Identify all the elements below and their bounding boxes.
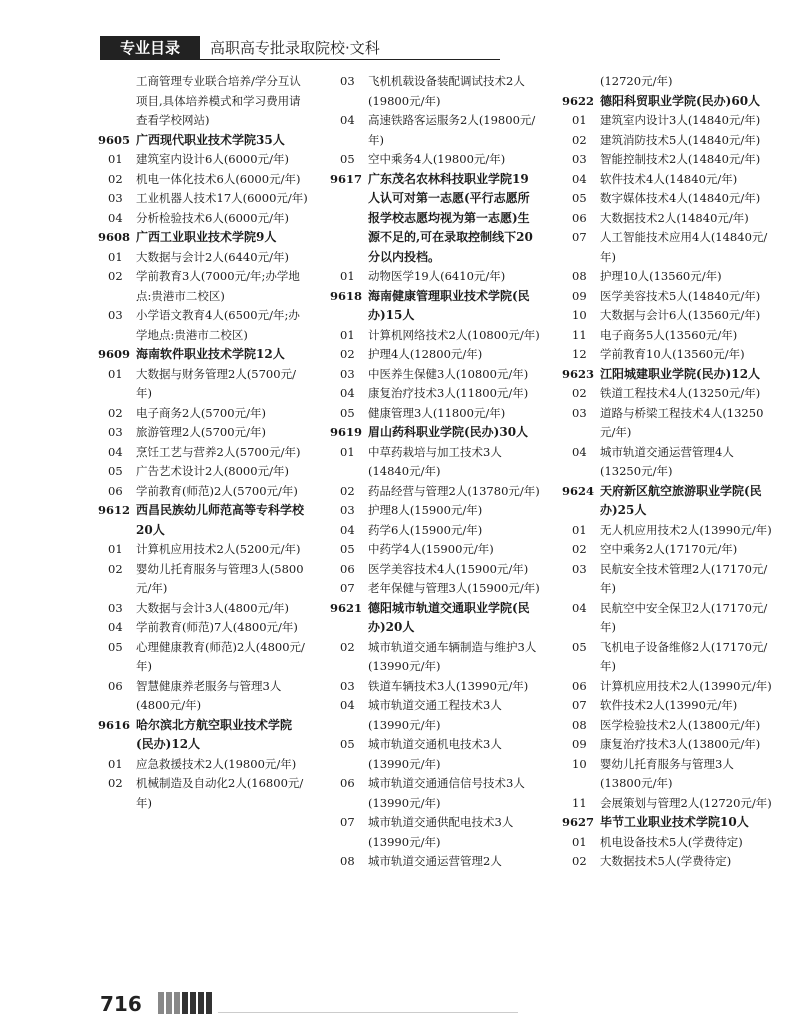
major-name: 小学语文教育4人(6500元/年;办学地点:贵港市二校区) — [136, 308, 300, 342]
page-header — [100, 36, 790, 60]
major-entry — [98, 618, 308, 638]
major-name: 中医养生保健3人(10800元/年) — [368, 366, 529, 381]
major-name: 康复治疗技术3人(13800元/年) — [600, 737, 761, 751]
major-name: 学前教育(师范)2人(5700元/年) — [136, 483, 298, 498]
major-name: 民航安全技术管理2人(17170元/年) — [600, 561, 768, 595]
major-name: 烹饪工艺与营养2人(5700元/年) — [136, 444, 301, 459]
major-entry — [562, 560, 772, 599]
major-name: 分析检验技术6人(6000元/年) — [136, 210, 289, 225]
major-entry — [98, 306, 308, 345]
major-name: 铁道车辆技术3人(13990元/年) — [368, 678, 529, 693]
school-code: 9618 — [330, 288, 363, 303]
major-entry — [330, 267, 540, 287]
major-code: 03 — [340, 366, 355, 381]
major-entry — [98, 755, 308, 775]
major-entry — [330, 735, 540, 774]
major-code: 08 — [572, 269, 587, 283]
note-text — [562, 72, 772, 92]
major-code: 03 — [572, 561, 587, 576]
major-entry — [562, 404, 772, 443]
major-entry — [562, 150, 772, 170]
major-name: 电子商务5人(13560元/年) — [600, 327, 738, 342]
major-entry — [330, 501, 540, 521]
major-code: 02 — [108, 171, 123, 186]
major-code: 07 — [340, 815, 355, 829]
major-entry — [98, 560, 308, 599]
major-code: 06 — [108, 483, 123, 498]
major-code: 04 — [340, 386, 355, 400]
major-name: 智能控制技术2人(14840元/年) — [600, 152, 761, 166]
major-code: 03 — [340, 678, 355, 693]
school-name: 海南健康管理职业技术学院(民办)15人 — [368, 288, 530, 322]
major-entry — [98, 599, 308, 619]
major-entry — [98, 189, 308, 209]
header-rule — [200, 59, 500, 60]
major-code: 04 — [108, 444, 123, 459]
major-entry — [330, 774, 540, 813]
school-code: 9605 — [98, 132, 131, 147]
major-name: 护理8人(15900元/年) — [368, 503, 483, 517]
major-name: 会展策划与管理2人(12720元/年) — [600, 795, 772, 810]
major-code: 03 — [572, 405, 587, 420]
major-entry — [98, 170, 308, 190]
major-entry — [330, 345, 540, 365]
major-entry — [562, 111, 772, 131]
major-name: 城市轨道交通车辆制造与维护3人(13990元/年) — [368, 639, 537, 673]
major-code: 01 — [572, 834, 587, 849]
major-code: 02 — [340, 347, 355, 361]
major-name: 中药学4人(15900元/年) — [368, 542, 494, 556]
major-code: 02 — [108, 776, 123, 790]
major-code: 04 — [340, 522, 355, 537]
footer-bars-decoration — [158, 992, 218, 1014]
major-entry — [98, 482, 308, 502]
major-name: 大数据与会计2人(6440元/年) — [136, 249, 289, 264]
major-name: 健康管理3人(11800元/年) — [368, 405, 506, 420]
major-code: 05 — [572, 639, 587, 654]
major-entry — [562, 599, 772, 638]
major-code: 02 — [340, 483, 355, 498]
major-name: 工业机器人技术17人(6000元/年) — [136, 191, 308, 205]
major-code: 06 — [572, 678, 587, 693]
major-name: 老年保健与管理3人(15900元/年) — [368, 581, 540, 595]
major-code: 07 — [572, 230, 587, 244]
note-text — [98, 72, 308, 131]
major-entry — [330, 365, 540, 385]
major-entry — [330, 540, 540, 560]
major-code: 05 — [572, 191, 587, 205]
footer-rule — [218, 1012, 518, 1013]
school-name: 德阳城市轨道交通职业学院(民办)20人 — [368, 600, 530, 634]
major-entry — [330, 404, 540, 424]
major-entry — [98, 267, 308, 306]
school-code: 9621 — [330, 600, 363, 615]
school-entry — [98, 345, 308, 365]
major-entry — [330, 579, 540, 599]
major-code: 09 — [572, 288, 587, 303]
major-entry — [330, 521, 540, 541]
school-entry — [562, 482, 772, 521]
major-name: 大数据技术5人(学费待定) — [600, 854, 732, 868]
school-name: 广西工业职业技术学院9人 — [136, 230, 277, 244]
school-code: 9622 — [562, 93, 595, 108]
major-name: 城市轨道交通机电技术3人(13990元/年) — [368, 737, 502, 771]
major-name: 广告艺术设计2人(8000元/年) — [136, 464, 289, 478]
major-entry — [562, 189, 772, 209]
major-name: 城市轨道交通通信信号技术3人(13990元/年) — [368, 776, 525, 810]
major-name: 康复治疗技术3人(11800元/年) — [368, 386, 529, 400]
major-entry — [562, 696, 772, 716]
school-entry — [330, 423, 540, 443]
major-entry — [98, 404, 308, 424]
column-right — [562, 72, 772, 872]
school-entry — [98, 716, 308, 755]
major-code: 07 — [340, 581, 355, 595]
major-name: 数字媒体技术4人(14840元/年) — [600, 191, 761, 205]
major-entry — [330, 72, 540, 111]
school-name: 广东茂名农林科技职业学院19人认可对第一志愿(平行志愿所报学校志愿均视为第一志愿)生源不足的,可在录取控制线下20分以内投档。 — [368, 171, 533, 264]
major-name: 学前教育(师范)7人(4800元/年) — [136, 620, 298, 634]
school-name: 海南软件职业技术学院12人 — [136, 347, 285, 361]
major-name: 动物医学19人(6410元/年) — [368, 269, 506, 283]
major-name: 智慧健康养老服务与管理3人(4800元/年) — [136, 678, 282, 712]
major-entry — [562, 540, 772, 560]
major-entry — [330, 326, 540, 346]
major-name: 大数据技术2人(14840元/年) — [600, 210, 749, 225]
major-name: 建筑室内设计6人(6000元/年) — [136, 152, 289, 166]
school-code: 9609 — [98, 347, 131, 361]
major-entry — [330, 443, 540, 482]
major-entry — [330, 384, 540, 404]
major-entry — [562, 170, 772, 190]
major-name: 护理4人(12800元/年) — [368, 347, 483, 361]
major-name: 高速铁路客运服务2人(19800元/年) — [368, 113, 536, 147]
major-code: 05 — [340, 152, 355, 166]
major-entry — [330, 696, 540, 735]
major-entry — [330, 677, 540, 697]
major-entry — [562, 735, 772, 755]
major-code: 04 — [108, 210, 123, 225]
major-entry — [330, 638, 540, 677]
major-name: 空中乘务4人(19800元/年) — [368, 152, 506, 166]
major-code: 09 — [572, 737, 587, 751]
major-code: 01 — [340, 327, 355, 342]
major-entry — [562, 521, 772, 541]
school-entry — [562, 92, 772, 112]
major-name: 医学检验技术2人(13800元/年) — [600, 717, 761, 732]
major-code: 04 — [108, 620, 123, 634]
major-code: 04 — [340, 113, 355, 127]
major-entry — [562, 833, 772, 853]
school-entry — [330, 170, 540, 268]
major-code: 08 — [340, 854, 355, 868]
note-content: 工商管理专业联合培养/学分互认项目,具体培养模式和学习费用请查看学校网站) — [136, 74, 301, 127]
major-name: 城市轨道交通运营管理4人(13250元/年) — [600, 444, 734, 478]
note-content: (12720元/年) — [600, 74, 673, 88]
major-name: 计算机应用技术2人(13990元/年) — [600, 678, 772, 693]
major-code: 06 — [340, 776, 355, 790]
major-name: 大数据与财务管理2人(5700元/年) — [136, 366, 296, 400]
school-entry — [98, 131, 308, 151]
major-code: 08 — [572, 717, 587, 732]
major-name: 药学6人(15900元/年) — [368, 522, 483, 537]
school-code: 9627 — [562, 815, 595, 829]
major-entry — [562, 209, 772, 229]
major-entry — [330, 852, 540, 872]
school-entry — [330, 599, 540, 638]
school-code: 9619 — [330, 425, 363, 439]
major-name: 婴幼儿托育服务与管理3人(5800元/年) — [136, 561, 304, 595]
major-entry — [98, 638, 308, 677]
school-name: 毕节工业职业技术学院10人 — [600, 815, 749, 829]
major-name: 铁道工程技术4人(13250元/年) — [600, 386, 761, 400]
major-code: 03 — [572, 152, 587, 166]
major-code: 03 — [108, 600, 123, 615]
major-entry — [98, 462, 308, 482]
major-code: 10 — [572, 308, 587, 322]
major-name: 计算机应用技术2人(5200元/年) — [136, 542, 301, 556]
major-name: 城市轨道交通工程技术3人(13990元/年) — [368, 698, 502, 732]
major-entry — [98, 365, 308, 404]
major-name: 药品经营与管理2人(13780元/年) — [368, 483, 540, 498]
school-code: 9608 — [98, 230, 131, 244]
school-name: 哈尔滨北方航空职业技术学院(民办)12人 — [136, 717, 293, 751]
major-entry — [330, 813, 540, 852]
school-entry — [98, 501, 308, 540]
major-entry — [562, 794, 772, 814]
column-left — [98, 72, 308, 813]
major-name: 软件技术2人(13990元/年) — [600, 698, 738, 712]
major-code: 06 — [340, 561, 355, 576]
major-code: 02 — [108, 405, 123, 420]
school-name: 天府新区航空旅游职业学院(民办)25人 — [600, 483, 762, 517]
major-name: 应急救援技术2人(19800元/年) — [136, 756, 297, 771]
major-name: 学前教育10人(13560元/年) — [600, 347, 745, 361]
section-title: 高职高专批录取院校·文科 — [210, 39, 380, 57]
section-tag: 专业目录 — [100, 36, 200, 60]
major-code: 02 — [340, 639, 355, 654]
major-name: 空中乘务2人(17170元/年) — [600, 542, 738, 556]
major-code: 05 — [108, 639, 123, 654]
major-name: 城市轨道交通供配电技术3人(13990元/年) — [368, 815, 514, 849]
major-entry — [562, 267, 772, 287]
major-code: 01 — [108, 542, 123, 556]
major-code: 06 — [108, 678, 123, 693]
column-middle — [330, 72, 540, 872]
major-code: 06 — [572, 210, 587, 225]
major-entry — [562, 755, 772, 794]
major-entry — [562, 443, 772, 482]
major-name: 大数据与会计6人(13560元/年) — [600, 308, 761, 322]
major-code: 01 — [108, 756, 123, 771]
major-code: 01 — [340, 444, 355, 459]
major-name: 心理健康教育(师范)2人(4800元/年) — [136, 639, 305, 673]
major-code: 04 — [340, 698, 355, 712]
major-code: 07 — [572, 698, 587, 712]
major-code: 11 — [572, 795, 587, 810]
major-entry — [562, 287, 772, 307]
major-name: 电子商务2人(5700元/年) — [136, 405, 266, 420]
school-entry — [330, 287, 540, 326]
major-entry — [330, 560, 540, 580]
major-code: 02 — [572, 542, 587, 556]
major-code: 02 — [108, 561, 123, 576]
major-code: 12 — [572, 347, 587, 361]
major-code: 04 — [572, 444, 587, 459]
major-code: 01 — [572, 522, 587, 537]
major-entry — [98, 150, 308, 170]
school-name: 江阳城建职业学院(民办)12人 — [600, 366, 761, 381]
school-entry — [98, 228, 308, 248]
major-entry — [98, 423, 308, 443]
major-code: 03 — [340, 74, 355, 88]
major-code: 01 — [340, 269, 355, 283]
major-entry — [330, 111, 540, 150]
major-code: 05 — [108, 464, 123, 478]
major-code: 03 — [108, 191, 123, 205]
school-code: 9623 — [562, 366, 595, 381]
major-entry — [562, 306, 772, 326]
major-entry — [98, 248, 308, 268]
school-name: 西昌民族幼儿师范高等专科学校20人 — [136, 503, 305, 537]
major-entry — [330, 150, 540, 170]
school-code: 9612 — [98, 503, 131, 517]
major-name: 护理10人(13560元/年) — [600, 269, 722, 283]
major-name: 飞机机载设备装配调试技术2人(19800元/年) — [368, 74, 525, 108]
major-code: 03 — [108, 425, 123, 439]
major-entry — [562, 228, 772, 267]
major-code: 05 — [340, 405, 355, 420]
major-code: 02 — [572, 854, 587, 868]
major-name: 计算机网络技术2人(10800元/年) — [368, 327, 540, 342]
major-name: 道路与桥梁工程技术4人(13250元/年) — [600, 405, 764, 439]
major-entry — [98, 540, 308, 560]
major-code: 04 — [572, 171, 587, 186]
major-entry — [562, 852, 772, 872]
major-name: 机电一体化技术6人(6000元/年) — [136, 171, 301, 186]
major-name: 中草药栽培与加工技术3人(14840元/年) — [368, 444, 502, 478]
major-code: 01 — [572, 113, 587, 127]
school-entry — [562, 813, 772, 833]
school-code: 9617 — [330, 171, 363, 186]
major-name: 人工智能技术应用4人(14840元/年) — [600, 230, 768, 264]
major-code: 01 — [108, 152, 123, 166]
major-code: 01 — [108, 249, 123, 264]
major-code: 05 — [340, 542, 355, 556]
major-name: 学前教育3人(7000元/年;办学地点:贵港市二校区) — [136, 269, 300, 303]
major-entry — [98, 774, 308, 813]
major-code: 10 — [572, 756, 587, 771]
major-code: 02 — [572, 386, 587, 400]
major-name: 无人机应用技术2人(13990元/年) — [600, 522, 772, 537]
major-entry — [562, 716, 772, 736]
major-code: 03 — [340, 503, 355, 517]
major-name: 旅游管理2人(5700元/年) — [136, 425, 266, 439]
major-name: 建筑消防技术5人(14840元/年) — [600, 132, 761, 147]
major-code: 11 — [572, 327, 587, 342]
major-name: 医学美容技术4人(15900元/年) — [368, 561, 529, 576]
major-code: 05 — [340, 737, 355, 751]
school-name: 广西现代职业技术学院35人 — [136, 132, 285, 147]
major-entry — [562, 384, 772, 404]
school-name: 德阳科贸职业学院(民办)60人 — [600, 93, 761, 108]
major-code: 04 — [572, 600, 587, 615]
major-name: 建筑室内设计3人(14840元/年) — [600, 113, 761, 127]
major-code: 02 — [572, 132, 587, 147]
school-code: 9616 — [98, 717, 131, 732]
page-number: 716 — [100, 992, 142, 1016]
major-entry — [562, 326, 772, 346]
school-name: 眉山药科职业学院(民办)30人 — [368, 425, 529, 439]
major-name: 机械制造及自动化2人(16800元/年) — [136, 776, 304, 810]
school-code: 9624 — [562, 483, 595, 498]
major-entry — [330, 482, 540, 502]
major-code: 01 — [108, 366, 123, 381]
major-name: 大数据与会计3人(4800元/年) — [136, 600, 289, 615]
school-entry — [562, 365, 772, 385]
major-name: 软件技术4人(14840元/年) — [600, 171, 738, 186]
major-entry — [98, 677, 308, 716]
major-name: 机电设备技术5人(学费待定) — [600, 834, 743, 849]
major-entry — [562, 677, 772, 697]
major-entry — [562, 131, 772, 151]
major-entry — [98, 209, 308, 229]
major-entry — [98, 443, 308, 463]
major-name: 民航空中安全保卫2人(17170元/年) — [600, 600, 768, 634]
major-code: 02 — [108, 269, 123, 283]
major-entry — [562, 345, 772, 365]
major-entry — [562, 638, 772, 677]
major-name: 城市轨道交通运营管理2人 — [368, 854, 502, 868]
major-code: 03 — [108, 308, 123, 322]
major-name: 飞机电子设备维修2人(17170元/年) — [600, 639, 768, 673]
major-name: 医学美容技术5人(14840元/年) — [600, 288, 761, 303]
major-name: 婴幼儿托育服务与管理3人(13800元/年) — [600, 756, 734, 790]
